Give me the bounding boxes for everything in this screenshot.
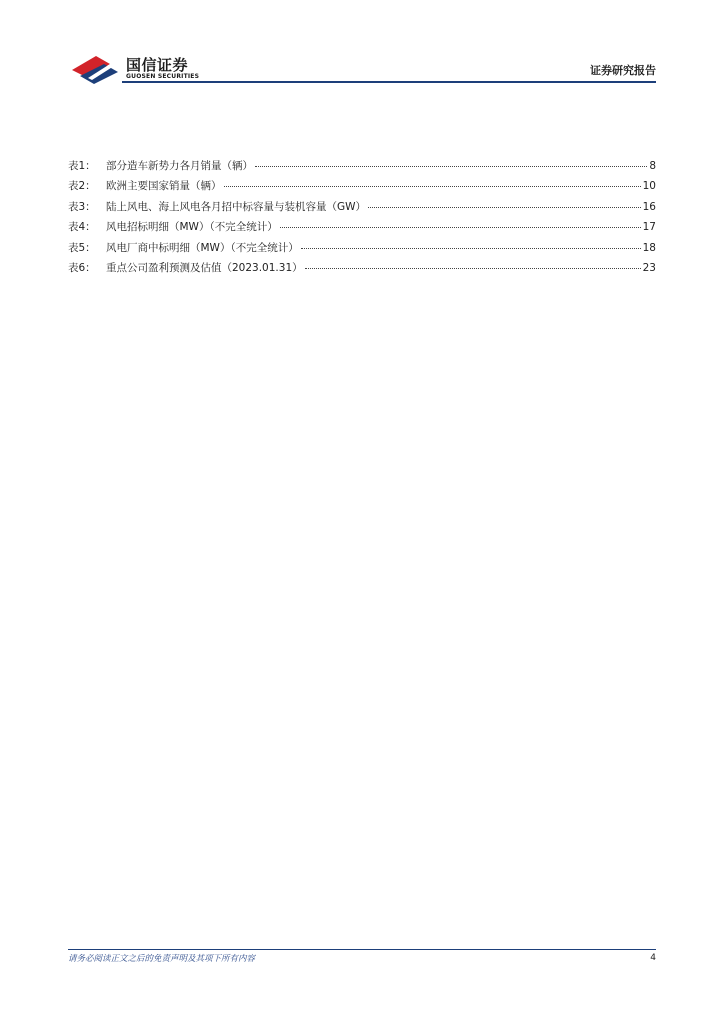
logo-company-subtitle: GUOSEN SECURITIES [126,73,200,80]
toc-entry-page: 10 [642,180,656,193]
report-type-title: 证券研究报告 [590,64,656,77]
footer-disclaimer: 请务必阅读正文之后的免责声明及其项下所有内容 [68,954,256,964]
toc-entry-page: 16 [642,200,656,213]
toc-leader-dots [305,267,641,269]
toc-entry-page: 8 [649,160,656,172]
toc-entry-page: 17 [642,221,656,234]
toc-entry-title: 风电招标明细（MW）（不完全统计） [106,221,278,234]
toc-entry-label: 表2： [68,180,96,193]
toc-leader-dots [255,165,647,167]
toc-entry-title: 重点公司盈利预测及估值（2023.01.31） [106,261,303,274]
toc-entry-label: 表1： [68,160,96,172]
footer-divider [68,949,656,950]
toc-entry[interactable] [68,178,656,198]
toc-entry-title: 欧洲主要国家销量（辆） [106,180,222,193]
toc-entry-title: 部分造车新势力各月销量（辆） [106,160,253,172]
toc-entry[interactable] [68,158,656,178]
toc-entry-label: 表3： [68,200,96,213]
page-number: 4 [650,953,656,963]
toc-entry[interactable] [68,240,656,260]
header-divider [122,81,656,83]
toc-entry-title: 陆上风电、海上风电各月招中标容量与装机容量（GW） [106,200,367,213]
toc-leader-dots [224,185,641,187]
toc-entry-label: 表4： [68,221,96,234]
toc-leader-dots [280,226,641,228]
guosen-logo-icon [70,52,124,86]
toc-leader-dots [368,206,641,208]
logo-company-name: 国信证券 [126,56,189,74]
toc-entry-page: 23 [642,261,656,274]
toc-entry-page: 18 [642,241,656,254]
toc-entry[interactable] [68,260,656,280]
toc-entry[interactable] [68,219,656,239]
toc-entry-title: 风电厂商中标明细（MW）（不完全统计） [106,241,299,254]
toc-entry-label: 表5： [68,241,96,254]
toc-entry[interactable] [68,199,656,219]
table-of-contents [68,158,656,280]
toc-leader-dots [301,247,641,249]
toc-entry-label: 表6： [68,261,96,274]
